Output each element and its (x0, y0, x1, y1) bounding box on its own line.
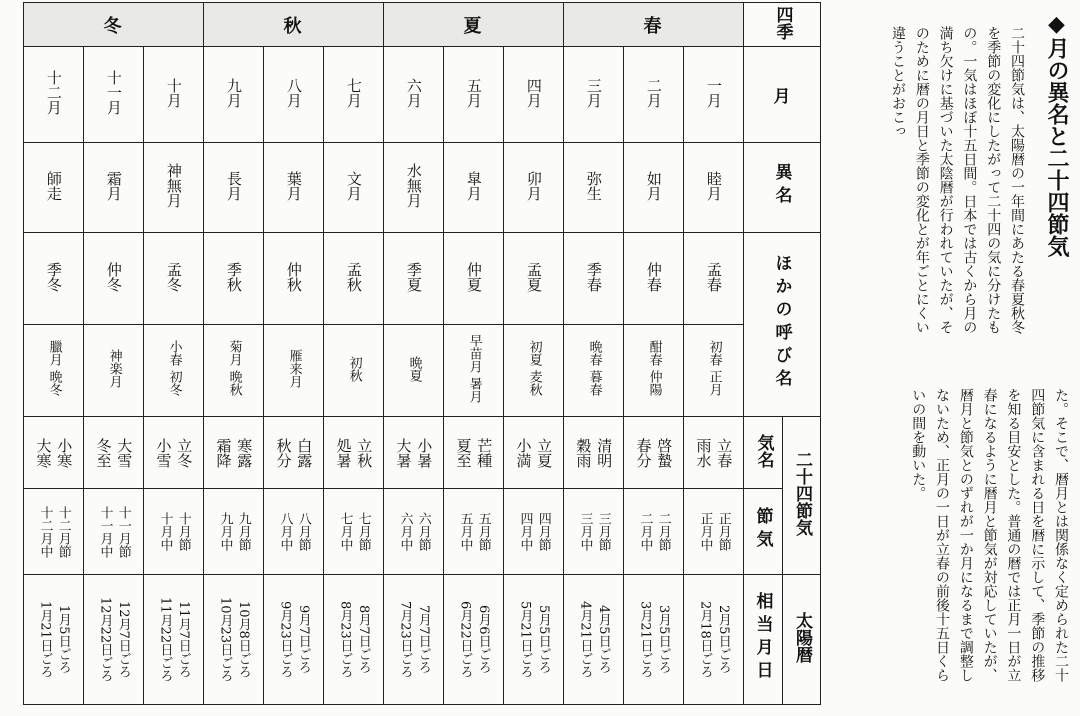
alt-name-cell: 如月 (624, 143, 684, 233)
month-cell: 四月 (504, 47, 564, 143)
other-name-cell: 仲冬 (84, 233, 144, 325)
alt-name-cell: 皐月 (444, 143, 504, 233)
month-cell: 十二月 (24, 47, 84, 143)
setsuki-cell: 十二月節 十二月中 (24, 489, 84, 575)
month-cell: 七月 (324, 47, 384, 143)
solar-date-cell: 4月5日ごろ 4月21日ごろ (564, 575, 624, 705)
kimei-cell: 大雪 冬至 (84, 417, 144, 489)
other-name-cell: 仲秋 (264, 233, 324, 325)
other-name-cell: 晩春 暮春 (564, 325, 624, 417)
solar-date-cell: 1月5日ごろ 1月21日ごろ (24, 575, 84, 705)
other-name-cell: 初夏 麦秋 (504, 325, 564, 417)
kimei-cell: 寒露 霜降 (204, 417, 264, 489)
other-name-cell: 早苗月 暑月 (444, 325, 504, 417)
kimei-cell: 立夏 小満 (504, 417, 564, 489)
setsuki-cell: 正月節 正月中 (684, 489, 744, 575)
row-label-solar-corresponding: 相当月日 (744, 575, 783, 705)
other-name-cell: 初春 正月 (684, 325, 744, 417)
article (822, 4, 1072, 704)
alt-name-cell: 睦月 (684, 143, 744, 233)
month-cell: 一月 (684, 47, 744, 143)
other-name-cell: 雁来月 (264, 325, 324, 417)
row-label-solar-calendar: 太陽暦 (783, 575, 821, 705)
setsuki-cell: 二月節 二月中 (624, 489, 684, 575)
alt-name-cell: 長月 (204, 143, 264, 233)
solar-date-cell: 3月5日ごろ 3月21日ごろ (624, 575, 684, 705)
other-name-cell: 神楽月 (84, 325, 144, 417)
other-name-cell: 孟夏 (504, 233, 564, 325)
alt-name-cell: 神無月 (144, 143, 204, 233)
kimei-cell: 芒種 夏至 (444, 417, 504, 489)
other-name-cell: 菊月 晩秋 (204, 325, 264, 417)
row-label-month: 月 (744, 47, 821, 143)
alt-name-cell: 卯月 (504, 143, 564, 233)
month-cell: 八月 (264, 47, 324, 143)
solar-date-cell: 2月5日ごろ 2月18日ごろ (684, 575, 744, 705)
other-name-cell: 季夏 (384, 233, 444, 325)
setsuki-cell: 五月節 五月中 (444, 489, 504, 575)
other-name-cell: 小春 初冬 (144, 325, 204, 417)
alt-name-cell: 水無月 (384, 143, 444, 233)
other-name-cell: 孟春 (684, 233, 744, 325)
setsuki-cell: 六月節 六月中 (384, 489, 444, 575)
kimei-cell: 清明 穀雨 (564, 417, 624, 489)
row-label-other-names: ほかの呼び名 (744, 233, 821, 417)
calendar-table (23, 2, 821, 705)
setsuki-cell: 七月節 七月中 (324, 489, 384, 575)
solar-date-cell: 8月7日ごろ 8月23日ごろ (324, 575, 384, 705)
setsuki-cell: 十月節 十月中 (144, 489, 204, 575)
season-summer: 夏 (384, 3, 564, 47)
other-name-cell: 孟冬 (144, 233, 204, 325)
month-cell: 六月 (384, 47, 444, 143)
row-label-kimei: 気名 (744, 417, 783, 489)
month-cell: 九月 (204, 47, 264, 143)
other-name-cell: 仲春 (624, 233, 684, 325)
setsuki-cell: 十一月節 十一月中 (84, 489, 144, 575)
solar-date-cell: 9月7日ごろ 9月23日ごろ (264, 575, 324, 705)
article-paragraph-1: 二十四節気は、太陽暦の一年間にあたる春夏秋冬を季節の変化にしたがって二十四の気に分けたもの。一気はほぼ十五日間。日本では古くから月の満ち欠けに基づいた太陰暦が行われていたが、そのために暦の月日と季節の変化とが年ごとにくい違うことがおこっ (890, 26, 1025, 334)
season-winter: 冬 (24, 3, 204, 47)
article-paragraph-2: た。そこで、暦月とは関係なく定められた二十四節気に含まれる日を暦に示して、季節の推移を知る目安とした。普通の暦では正月一日が立春になるように暦月と節気が対応していたが、暦月と節気とのずれが一か月になるまで調整しないため、正月の一日が立春の前後十五日くらいの間を動いた。 (910, 388, 1069, 682)
solar-date-cell: 11月7日ごろ 11月22日ごろ (144, 575, 204, 705)
row-label-setsuki: 節気 (744, 489, 783, 575)
other-name-cell: 季冬 (24, 233, 84, 325)
kimei-cell: 啓蟄 春分 (624, 417, 684, 489)
solar-date-cell: 7月7日ごろ 7月23日ごろ (384, 575, 444, 705)
other-name-cell: 季秋 (204, 233, 264, 325)
other-name-cell: 初秋 (324, 325, 384, 417)
month-cell: 十月 (144, 47, 204, 143)
other-name-cell: 臘月 晩冬 (24, 325, 84, 417)
solar-date-cell: 5月5日ごろ 5月21日ごろ (504, 575, 564, 705)
alt-name-cell: 霜月 (84, 143, 144, 233)
season-spring: 春 (564, 3, 744, 47)
setsuki-cell: 四月節 四月中 (504, 489, 564, 575)
kimei-cell: 小暑 大暑 (384, 417, 444, 489)
other-name-cell: 晩夏 (384, 325, 444, 417)
other-name-cell: 酣春 仲陽 (624, 325, 684, 417)
row-label-seasons: 四季 (744, 3, 821, 47)
alt-name-cell: 文月 (324, 143, 384, 233)
row-label-24-sekki: 二十四節気 (783, 417, 821, 575)
solar-date-cell: 6月6日ごろ 6月22日ごろ (444, 575, 504, 705)
alt-name-cell: 師走 (24, 143, 84, 233)
alt-name-cell: 葉月 (264, 143, 324, 233)
row-label-alt-name: 異名 (744, 143, 821, 233)
month-cell: 二月 (624, 47, 684, 143)
solar-date-cell: 10月8日ごろ 10月23日ごろ (204, 575, 264, 705)
month-cell: 三月 (564, 47, 624, 143)
solar-date-cell: 12月7日ごろ 12月22日ごろ (84, 575, 144, 705)
alt-name-cell: 弥生 (564, 143, 624, 233)
kimei-cell: 立秋 処暑 (324, 417, 384, 489)
kimei-cell: 立冬 小雪 (144, 417, 204, 489)
other-name-cell: 季春 (564, 233, 624, 325)
month-cell: 五月 (444, 47, 504, 143)
article-title: ◆月の異名と二十四節気 (1044, 12, 1069, 257)
kimei-cell: 小寒 大寒 (24, 417, 84, 489)
kimei-cell: 立春 雨水 (684, 417, 744, 489)
setsuki-cell: 九月節 九月中 (204, 489, 264, 575)
setsuki-cell: 三月節 三月中 (564, 489, 624, 575)
setsuki-cell: 八月節 八月中 (264, 489, 324, 575)
season-autumn: 秋 (204, 3, 384, 47)
kimei-cell: 白露 秋分 (264, 417, 324, 489)
other-name-cell: 孟秋 (324, 233, 384, 325)
month-cell: 十一月 (84, 47, 144, 143)
other-name-cell: 仲夏 (444, 233, 504, 325)
